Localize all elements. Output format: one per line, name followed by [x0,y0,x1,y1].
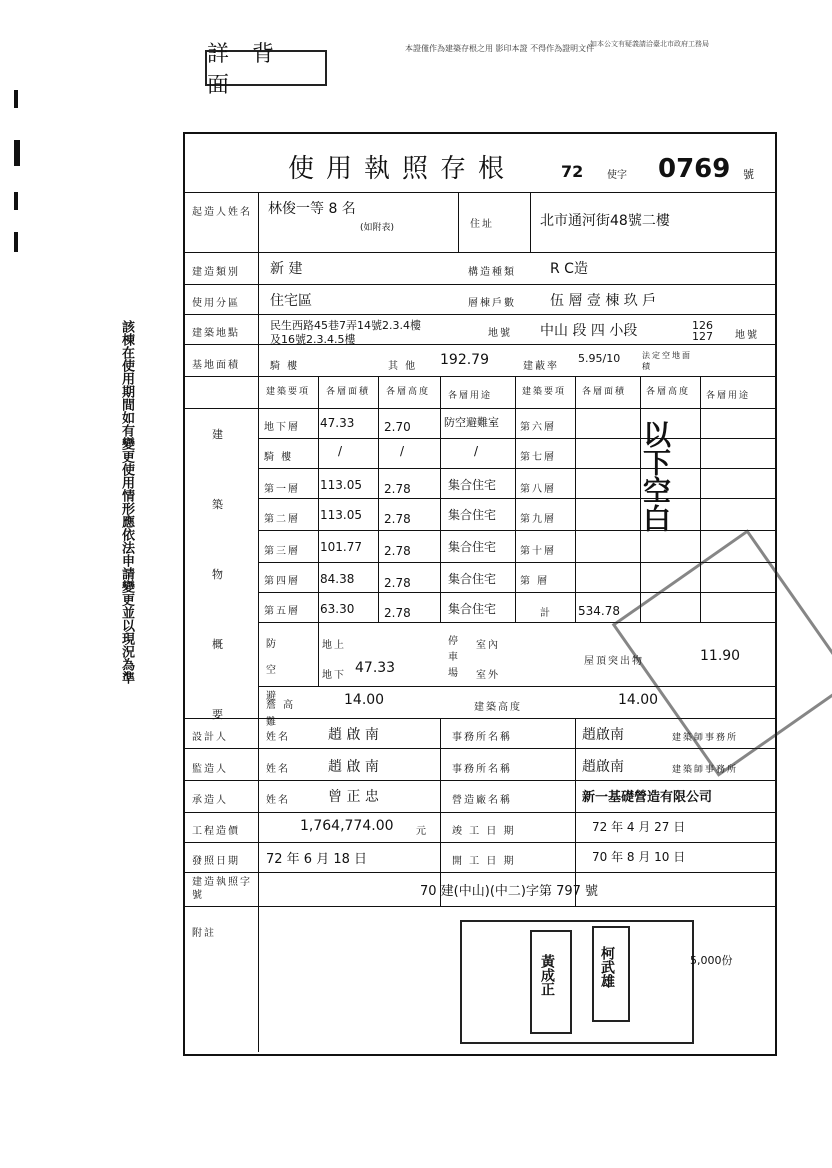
punch-mark [14,90,18,108]
floor-height: 2.78 [384,482,411,496]
cost-label: 工程造價 [192,826,240,837]
site-area-label: 基地面積 [192,360,240,371]
lot-section: 中山 段 四 小段 [540,323,638,339]
issue-date: 72 年 6 月 18 日 [266,852,368,867]
structure-value: R C造 [550,261,588,277]
coverage-label: 建蔽率 [523,361,559,372]
permit-number: 70 建(中山)(中二)字第 797 號 [420,884,599,899]
supervisor-firm: 趙啟南 [582,759,624,775]
floor-name-right: 第十層 [520,546,556,557]
floor-name: 第一層 [264,484,300,495]
floor-height: 2.78 [384,512,411,526]
permit-number-label: 建造執照字號 [192,877,252,901]
floor-name-right: 第九層 [520,514,556,525]
title-number: 0769 [658,154,731,184]
floor-area: 113.05 [320,478,362,492]
builder-note: (如附表) [360,223,395,233]
floor-use: 集合住宅 [448,602,497,616]
floors-value: 伍 層 壹 棟 玖 戶 [550,293,657,309]
building-height-label: 建築高度 [474,702,522,713]
coverage-value: 5.95/10 [578,352,621,365]
roof-area: 11.90 [700,648,741,664]
punch-mark [14,192,18,210]
cost-value: 1,764,774.00 [300,818,394,834]
floor-name: 第四層 [264,576,300,587]
floor-name: 第五層 [264,606,300,617]
site-label: 建築地點 [192,328,240,339]
parking-label: 停車場 [448,636,460,679]
supervisor-name: 趙 啟 南 [328,759,379,775]
lot-suffix: 地號 [735,330,759,341]
header-note-right: 如本公文有疑義請洽臺北市政府工務局 [590,40,709,48]
floors-label: 層棟戶數 [468,298,516,309]
builder-name: 林俊一等 8 名 [268,201,356,217]
shelter-label: 防空避難 [266,639,278,728]
floor-area: / [338,444,343,458]
other-area: 192.79 [440,352,489,368]
building-section-label: 建築物概要 [212,428,225,721]
open-space-label: 法定空地面積 [642,351,692,371]
structure-label: 構造種類 [468,267,516,278]
floor-use: 集合住宅 [448,478,497,492]
floor-name: 騎 樓 [264,452,294,463]
eave-height-label: 簷 高 [266,700,296,711]
site-address-2: 及16號2.3.4.5樓 [270,333,356,346]
floor-name-right: 第六層 [520,422,556,433]
col-header-height-right: 各層高度 [646,387,691,397]
shelter-above-label: 地上 [322,640,346,651]
floor-name-right: 第 層 [520,576,550,587]
floor-area: 63.30 [320,602,355,616]
floor-area: 113.05 [320,508,362,522]
floor-area: 47.33 [320,416,355,430]
parking-outdoor-label: 室外 [476,670,500,681]
arcade-label: 騎 樓 [270,361,300,372]
floor-name-right: 第七層 [520,452,556,463]
category-label: 建造類別 [192,267,240,278]
col-header-use: 各層用途 [448,391,493,401]
floor-use: / [474,444,479,458]
roof-label: 屋頂突出物 [584,656,644,667]
builder-address: 北市通河街48號二樓 [540,213,670,229]
cost-unit: 元 [416,826,428,837]
reference-label: 詳 背 面 [205,50,327,86]
designer-firm-label: 事務所名稱 [452,732,512,743]
total-label: 計 [540,608,552,619]
designer-name-label: 姓名 [266,732,290,743]
header-note: 本證僅作為建築存根之用 影印本證 不得作為證明文件 [405,44,595,53]
fee-note: 5,000份 [690,954,733,967]
supervisor-role: 監造人 [192,764,228,775]
floor-name: 第三層 [264,546,300,557]
floor-height: 2.78 [384,576,411,590]
parking-indoor-label: 室內 [476,640,500,651]
remark-label: 附註 [192,928,216,939]
issue-date-label: 發照日期 [192,856,240,867]
col-header-height: 各層高度 [386,387,431,397]
col-header-area-right: 各層面積 [582,387,627,397]
zone-label: 使用分區 [192,298,240,309]
chief-seal [530,930,572,1034]
floor-height: 2.70 [384,420,411,434]
contractor-firm-label: 營造廠名稱 [452,795,512,806]
title-suffix: 號 [743,168,754,181]
floor-height: 2.78 [384,544,411,558]
punch-mark [14,232,18,252]
address-label: 住址 [470,219,494,230]
punch-mark [14,140,20,166]
designer-firm-tail: 建築師事務所 [672,733,739,743]
floor-use: 集合住宅 [448,572,497,586]
floor-use: 集合住宅 [448,508,497,522]
builder-label: 起造人姓名 [192,207,252,218]
chief-seal-name: 黃成正 [539,954,555,996]
lot-label: 地號 [488,328,512,339]
supervisor-firm-tail: 建築師事務所 [672,765,739,775]
floor-use: 集合住宅 [448,540,497,554]
form-title-row [183,140,773,190]
floor-use: 防空避難室 [444,416,499,429]
other-label: 其 他 [388,361,418,372]
lot-number: 126 127 [692,319,713,343]
completion-date: 72 年 4 月 27 日 [592,820,686,834]
building-height: 14.00 [618,692,659,708]
eave-height: 14.00 [344,692,385,708]
contractor-firm: 新一基礎營造有限公司 [582,790,713,805]
form-title: 使用執照存根 [288,154,517,184]
designer-role: 設計人 [192,732,228,743]
floor-area: 101.77 [320,540,362,554]
title-series: 使字 [607,170,627,181]
floor-name: 第二層 [264,514,300,525]
completion-date-label: 竣 工 日 期 [452,826,516,837]
contractor-name: 曾 正 忠 [328,789,379,805]
col-header-item: 建築要項 [266,387,311,397]
total-area: 534.78 [578,604,620,618]
section-seal [592,926,630,1022]
floor-name: 地下層 [264,422,300,433]
supervisor-name-label: 姓名 [266,764,290,775]
floor-height: / [400,444,405,458]
col-header-item-right: 建築要項 [522,387,567,397]
site-address: 民生西路45巷7弄14號2.3.4樓 [270,319,421,332]
contractor-role: 承造人 [192,795,228,806]
section-seal-name: 柯武雄 [599,946,615,988]
floor-name-right: 第八層 [520,484,556,495]
blank-note: 以下空白 [639,420,672,532]
col-header-use-right: 各層用途 [706,391,751,401]
floor-area: 84.38 [320,572,355,586]
zone-value: 住宅區 [270,293,312,309]
floor-height: 2.78 [384,606,411,620]
supervisor-firm-label: 事務所名稱 [452,764,512,775]
shelter-below-area: 47.33 [355,660,396,676]
designer-name: 趙 啟 南 [328,727,379,743]
side-note: 該棟在使用期間如有變更使用情形應依法申請變更並以現況為準 [119,320,134,684]
contractor-name-label: 姓名 [266,795,290,806]
col-header-area: 各層面積 [326,387,371,397]
start-date-label: 開 工 日 期 [452,856,516,867]
title-year: 72 [561,162,584,181]
start-date: 70 年 8 月 10 日 [592,850,686,864]
designer-firm: 趙啟南 [582,727,624,743]
approval-stamp-block [460,920,694,1044]
category-value: 新 建 [270,261,303,277]
shelter-below-label: 地下 [322,670,346,681]
